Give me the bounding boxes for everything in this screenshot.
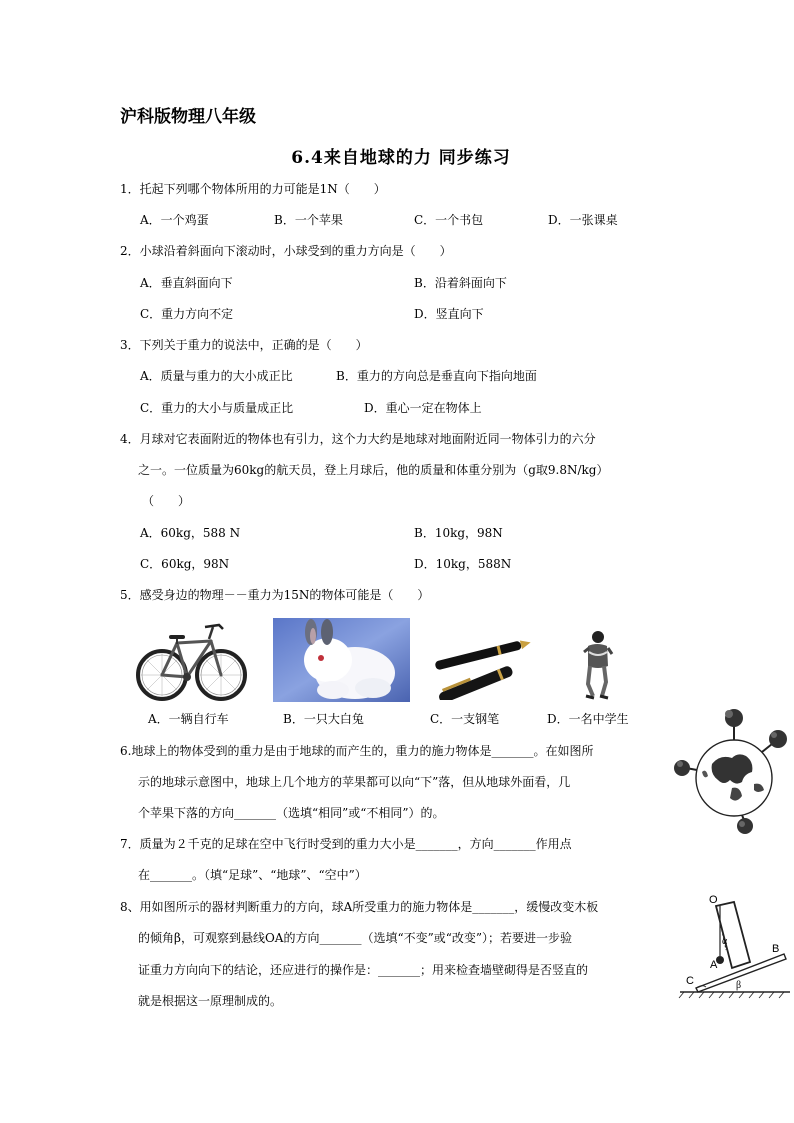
question-3-stem: 3．下列关于重力的说法中，正确的是（ ） bbox=[120, 338, 368, 352]
figure-label-o: O bbox=[709, 894, 718, 906]
question-4-line-2: 之一。一位质量为60kg的航天员，登上月球后，他的质量和体重分别为（g取9.8N/kg） bbox=[138, 463, 609, 477]
q3-option-c: C．重力的大小与质量成正比 bbox=[140, 401, 294, 415]
question-7-line-2: 在_______。（填“足球”、“地球”、“空中”） bbox=[138, 868, 367, 882]
question-1-stem: 1．托起下列哪个物体所用的力可能是1N（ ） bbox=[120, 182, 386, 196]
question-8-line-3: 证重力方向向下的结论，还应进行的操作是：_______；用来检查墙壁砌得是否竖直的 bbox=[138, 963, 589, 977]
q2-option-a: A．垂直斜面向下 bbox=[140, 276, 233, 290]
q2-option-b: B．沿着斜面向下 bbox=[414, 276, 507, 290]
page-title: 6.4来自地球的力 同步练习 bbox=[291, 148, 511, 168]
q1-option-c: C．一个书包 bbox=[414, 213, 484, 227]
q5-option-a: A．一辆自行车 bbox=[148, 712, 229, 726]
q2-option-c: C．重力方向不定 bbox=[140, 307, 234, 321]
question-4-line-3: （ ） bbox=[142, 494, 191, 508]
question-8-line-4: 就是根据这一原理制成的。 bbox=[138, 994, 283, 1008]
question-8-line-1: 8、用如图所示的器材判断重力的方向，球A所受重力的施力物体是_______，缓慢改变木板 bbox=[120, 900, 599, 914]
page-header: 沪科版物理八年级 bbox=[120, 107, 256, 127]
q4-option-b: B．10kg，98N bbox=[414, 526, 503, 540]
question-6-line-1: 6.地球上的物体受到的重力是由于地球的而产生的，重力的施力物体是_______。在如图所 bbox=[120, 744, 594, 758]
figure-label-c: C bbox=[686, 975, 694, 987]
plumb-line-incline-figure bbox=[676, 892, 794, 1004]
q3-option-b: B．重力的方向总是垂直向下指向地面 bbox=[336, 369, 537, 383]
rabbit-image bbox=[273, 618, 410, 702]
question-4-line-1: 4．月球对它表面附近的物体也有引力，这个力大约是地球对地面附近同一物体引力的六分 bbox=[120, 432, 596, 446]
q2-option-d: D．竖直向下 bbox=[414, 307, 484, 321]
pen-image bbox=[428, 626, 536, 700]
q4-option-c: C．60kg，98N bbox=[140, 557, 230, 571]
q1-option-d: D．一张课桌 bbox=[548, 213, 618, 227]
q3-option-a: A．质量与重力的大小成正比 bbox=[140, 369, 293, 383]
question-6-line-3: 个苹果下落的方向_______（选填“相同”或“不相同”）的。 bbox=[138, 806, 445, 820]
figure-label-beta: β bbox=[736, 980, 742, 991]
q1-option-b: B．一个苹果 bbox=[274, 213, 343, 227]
figure-label-a: A bbox=[710, 959, 718, 971]
figure-label-alpha: α bbox=[722, 936, 728, 947]
q1-option-a: A．一个鸡蛋 bbox=[140, 213, 209, 227]
question-8-line-2: 的倾角β，可观察到悬线OA的方向_______（选填“不变”或“改变”）；若要进一步验 bbox=[138, 931, 572, 945]
q5-option-d: D．一名中学生 bbox=[547, 712, 629, 726]
question-2-stem: 2．小球沿着斜面向下滚动时，小球受到的重力方向是（ ） bbox=[120, 244, 452, 258]
q3-option-d: D．重心一定在物体上 bbox=[364, 401, 482, 415]
question-6-line-2: 示的地球示意图中，地球上几个地方的苹果都可以向“下”落，但从地球外面看，几 bbox=[138, 775, 571, 789]
q4-option-d: D．10kg，588N bbox=[414, 557, 512, 571]
figure-label-b: B bbox=[772, 943, 780, 955]
question-7-line-1: 7．质量为２千克的足球在空中飞行时受到的重力大小是_______，方向_______作用点 bbox=[120, 837, 572, 851]
q5-option-b: B．一只大白兔 bbox=[283, 712, 364, 726]
bicycle-image bbox=[135, 617, 247, 705]
question-5-stem: 5．感受身边的物理－－重力为15N的物体可能是（ ） bbox=[120, 588, 430, 602]
q4-option-a: A．60kg，588 N bbox=[140, 526, 241, 540]
student-image bbox=[580, 630, 614, 700]
q5-option-c: C．一支钢笔 bbox=[430, 712, 500, 726]
globe-apple-trees-figure bbox=[672, 702, 794, 836]
